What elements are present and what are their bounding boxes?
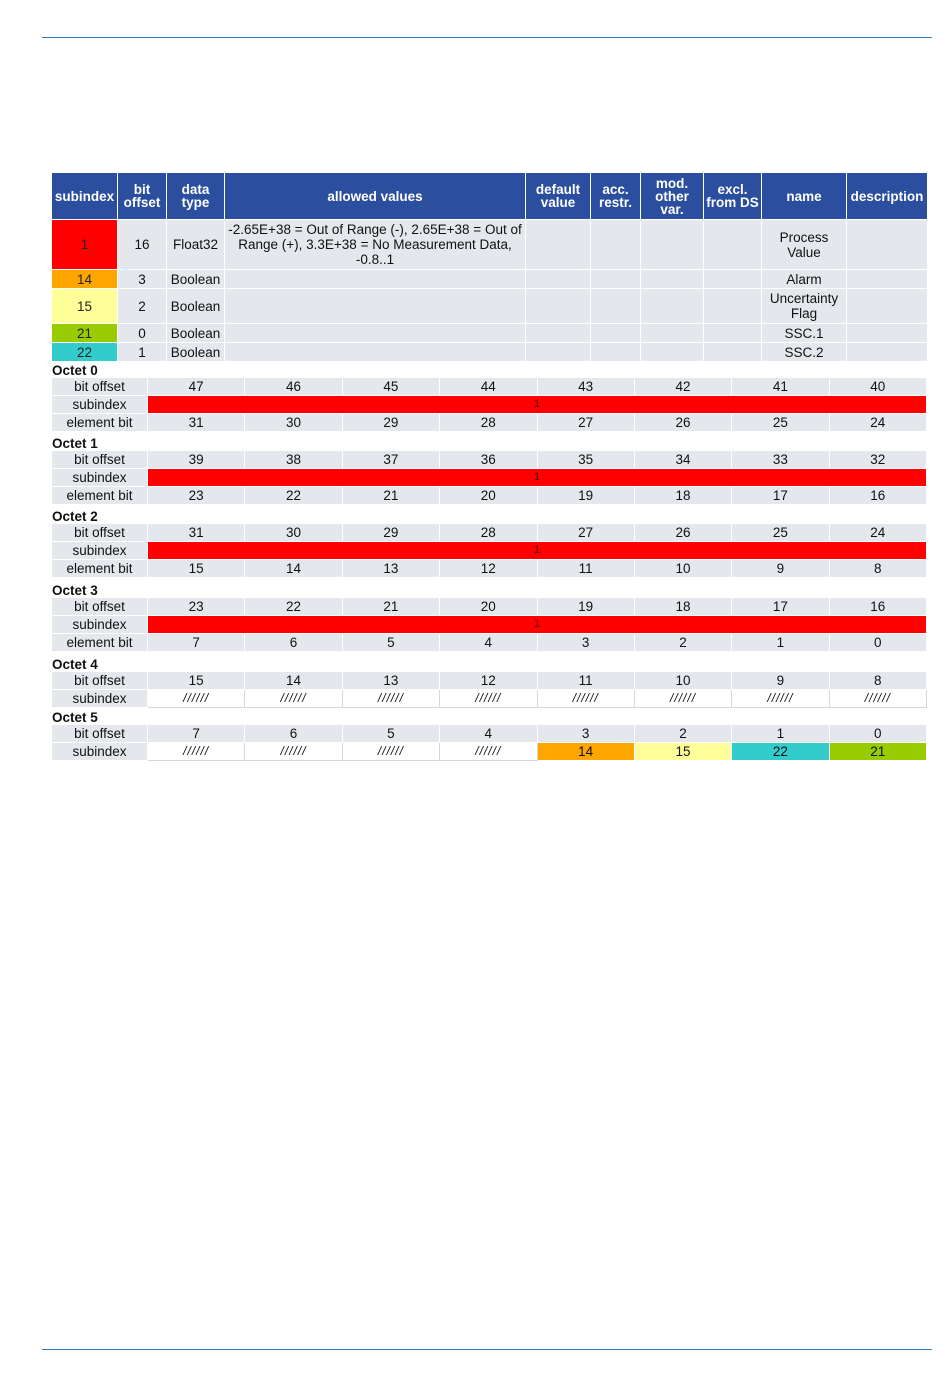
element-bit-cell: 5 — [342, 634, 439, 652]
subindex-cell: 15 — [634, 743, 731, 761]
cell-mod-other — [641, 343, 704, 362]
cell-data-type: Boolean — [167, 343, 225, 362]
row-label: bit offset — [52, 725, 148, 743]
table-row — [52, 343, 928, 362]
cell-excl-ds — [704, 324, 762, 343]
bit-offset-cell: 40 — [829, 378, 926, 396]
cell-subindex: 22 — [52, 343, 118, 362]
octet-title: Octet 2 — [52, 509, 98, 524]
subindex-cell: ////// — [148, 690, 245, 708]
bit-offset-cell: 44 — [440, 378, 537, 396]
subindex-cell: ////// — [829, 690, 926, 708]
header-cell: bit offset — [118, 173, 167, 220]
cell-data-type: Boolean — [167, 289, 225, 324]
bit-offset-cell: 13 — [342, 672, 439, 690]
cell-default-value — [526, 220, 591, 270]
subindex-row — [52, 743, 927, 761]
bit-offset-cell: 24 — [829, 524, 926, 542]
bit-offset-cell: 17 — [732, 598, 829, 616]
cell-acc-restr — [591, 270, 641, 289]
bit-offset-cell: 23 — [148, 598, 245, 616]
element-bit-cell: 25 — [732, 414, 829, 432]
cell-allowed-values — [225, 324, 526, 343]
octet-block — [51, 584, 927, 652]
cell-acc-restr — [591, 220, 641, 270]
row-label: subindex — [52, 542, 148, 560]
subindex-cell: ////// — [245, 690, 342, 708]
subindex-cell: ////// — [537, 690, 634, 708]
cell-excl-ds — [704, 289, 762, 324]
element-bit-cell: 12 — [440, 560, 537, 578]
bit-offset-row — [52, 672, 927, 690]
subindex-cell: 14 — [537, 743, 634, 761]
cell-allowed-values: -2.65E+38 = Out of Range (-), 2.65E+38 = Out of Range (+), 3.3E+38 = No Measurement Data, -0.8..1 — [225, 220, 526, 270]
bit-offset-cell: 42 — [634, 378, 731, 396]
octet-table — [51, 724, 927, 761]
bit-offset-cell: 0 — [829, 725, 926, 743]
row-label: subindex — [52, 616, 148, 634]
cell-mod-other — [641, 289, 704, 324]
element-bit-cell: 23 — [148, 487, 245, 505]
bit-offset-cell: 22 — [245, 598, 342, 616]
octet-table — [51, 377, 927, 432]
subindex-row — [52, 616, 927, 634]
bit-offset-cell: 3 — [537, 725, 634, 743]
cell-excl-ds — [704, 220, 762, 270]
element-bit-cell: 20 — [440, 487, 537, 505]
subindex-span-cell: 1 — [148, 542, 927, 560]
octet-table — [51, 671, 927, 708]
element-bit-row — [52, 560, 927, 578]
element-bit-cell: 9 — [732, 560, 829, 578]
bit-offset-cell: 15 — [148, 672, 245, 690]
subindex-row — [52, 396, 927, 414]
subindex-span-cell: 1 — [148, 469, 927, 487]
table-row — [52, 289, 928, 324]
element-bit-cell: 8 — [829, 560, 926, 578]
row-label: element bit — [52, 634, 148, 652]
element-bit-cell: 19 — [537, 487, 634, 505]
cell-subindex: 15 — [52, 289, 118, 324]
element-bit-cell: 17 — [732, 487, 829, 505]
cell-default-value — [526, 343, 591, 362]
bit-offset-cell: 33 — [732, 451, 829, 469]
subindex-cell: ////// — [732, 690, 829, 708]
bit-offset-cell: 29 — [342, 524, 439, 542]
element-bit-cell: 1 — [732, 634, 829, 652]
bit-offset-cell: 9 — [732, 672, 829, 690]
bit-offset-cell: 19 — [537, 598, 634, 616]
subindex-cell: 21 — [829, 743, 926, 761]
row-label: subindex — [52, 469, 148, 487]
bit-offset-cell: 10 — [634, 672, 731, 690]
element-bit-cell: 26 — [634, 414, 731, 432]
element-bit-row — [52, 414, 927, 432]
subindex-row — [52, 542, 927, 560]
bit-offset-cell: 14 — [245, 672, 342, 690]
cell-data-type: Boolean — [167, 324, 225, 343]
bit-offset-cell: 30 — [245, 524, 342, 542]
element-bit-cell: 13 — [342, 560, 439, 578]
element-bit-cell: 27 — [537, 414, 634, 432]
octet-table — [51, 597, 927, 652]
octet-title: Octet 3 — [52, 583, 98, 598]
row-label: element bit — [52, 414, 148, 432]
element-bit-cell: 24 — [829, 414, 926, 432]
bit-offset-cell: 4 — [440, 725, 537, 743]
element-bit-cell: 0 — [829, 634, 926, 652]
bit-offset-cell: 5 — [342, 725, 439, 743]
element-bit-cell: 28 — [440, 414, 537, 432]
octet-block — [51, 364, 927, 432]
parameter-table — [51, 172, 928, 362]
element-bit-cell: 29 — [342, 414, 439, 432]
element-bit-cell: 10 — [634, 560, 731, 578]
cell-description — [847, 270, 928, 289]
octet-block — [51, 510, 927, 578]
element-bit-cell: 2 — [634, 634, 731, 652]
cell-name: SSC.2 — [762, 343, 847, 362]
header-cell: default value — [526, 173, 591, 220]
bit-offset-cell: 28 — [440, 524, 537, 542]
cell-acc-restr — [591, 343, 641, 362]
bit-offset-cell: 45 — [342, 378, 439, 396]
row-label: bit offset — [52, 524, 148, 542]
subindex-cell: ////// — [634, 690, 731, 708]
bit-offset-cell: 8 — [829, 672, 926, 690]
bit-offset-cell: 6 — [245, 725, 342, 743]
cell-allowed-values — [225, 343, 526, 362]
header-cell: name — [762, 173, 847, 220]
header-cell: allowed values — [225, 173, 526, 220]
subindex-span-cell: 1 — [148, 396, 927, 414]
element-bit-cell: 16 — [829, 487, 926, 505]
cell-subindex: 1 — [52, 220, 118, 270]
bit-offset-cell: 16 — [829, 598, 926, 616]
cell-description — [847, 289, 928, 324]
bit-offset-cell: 26 — [634, 524, 731, 542]
bit-offset-cell: 47 — [148, 378, 245, 396]
cell-name: Uncertainty Flag — [762, 289, 847, 324]
row-label: bit offset — [52, 598, 148, 616]
bit-offset-cell: 43 — [537, 378, 634, 396]
element-bit-cell: 22 — [245, 487, 342, 505]
row-label: subindex — [52, 690, 148, 708]
bit-offset-cell: 11 — [537, 672, 634, 690]
element-bit-cell: 11 — [537, 560, 634, 578]
bit-offset-cell: 7 — [148, 725, 245, 743]
cell-description — [847, 343, 928, 362]
octet-block — [51, 437, 927, 505]
subindex-span-cell: 1 — [148, 616, 927, 634]
bit-offset-cell: 25 — [732, 524, 829, 542]
header-cell: mod. other var. — [641, 173, 704, 220]
element-bit-row — [52, 634, 927, 652]
bit-offset-cell: 34 — [634, 451, 731, 469]
bit-offset-cell: 38 — [245, 451, 342, 469]
cell-description — [847, 324, 928, 343]
cell-mod-other — [641, 270, 704, 289]
cell-allowed-values — [225, 289, 526, 324]
row-label: bit offset — [52, 451, 148, 469]
cell-default-value — [526, 289, 591, 324]
subindex-row — [52, 469, 927, 487]
element-bit-row — [52, 487, 927, 505]
header-cell: subindex — [52, 173, 118, 220]
subindex-cell: ////// — [342, 690, 439, 708]
row-label: element bit — [52, 487, 148, 505]
table-header-row — [52, 173, 928, 220]
subindex-cell: ////// — [440, 690, 537, 708]
octet-block — [51, 711, 927, 761]
header-cell: description — [847, 173, 928, 220]
octet-title: Octet 4 — [52, 657, 98, 672]
table-row — [52, 324, 928, 343]
bit-offset-cell: 41 — [732, 378, 829, 396]
element-bit-cell: 21 — [342, 487, 439, 505]
cell-bit-offset: 2 — [118, 289, 167, 324]
bit-offset-cell: 39 — [148, 451, 245, 469]
octet-table — [51, 450, 927, 505]
cell-allowed-values — [225, 270, 526, 289]
octet-title: Octet 1 — [52, 436, 98, 451]
subindex-row — [52, 690, 927, 708]
element-bit-cell: 3 — [537, 634, 634, 652]
bit-offset-row — [52, 524, 927, 542]
cell-bit-offset: 0 — [118, 324, 167, 343]
cell-name: SSC.1 — [762, 324, 847, 343]
element-bit-cell: 7 — [148, 634, 245, 652]
row-label: subindex — [52, 396, 148, 414]
bit-offset-row — [52, 378, 927, 396]
bit-offset-cell: 2 — [634, 725, 731, 743]
bit-offset-cell: 37 — [342, 451, 439, 469]
octet-table — [51, 523, 927, 578]
cell-excl-ds — [704, 343, 762, 362]
cell-bit-offset: 16 — [118, 220, 167, 270]
bit-offset-cell: 21 — [342, 598, 439, 616]
cell-acc-restr — [591, 324, 641, 343]
bit-offset-cell: 18 — [634, 598, 731, 616]
element-bit-cell: 31 — [148, 414, 245, 432]
cell-name: Alarm — [762, 270, 847, 289]
bit-offset-cell: 1 — [732, 725, 829, 743]
bit-offset-cell: 31 — [148, 524, 245, 542]
table-row — [52, 270, 928, 289]
bit-offset-cell: 36 — [440, 451, 537, 469]
cell-bit-offset: 3 — [118, 270, 167, 289]
cell-description — [847, 220, 928, 270]
octet-title: Octet 0 — [52, 363, 98, 378]
header-rule — [42, 37, 932, 38]
cell-mod-other — [641, 220, 704, 270]
bit-offset-cell: 32 — [829, 451, 926, 469]
bit-offset-cell: 20 — [440, 598, 537, 616]
header-cell: excl. from DS — [704, 173, 762, 220]
bit-offset-cell: 35 — [537, 451, 634, 469]
cell-subindex: 14 — [52, 270, 118, 289]
cell-excl-ds — [704, 270, 762, 289]
table-row — [52, 220, 928, 270]
cell-subindex: 21 — [52, 324, 118, 343]
bit-offset-row — [52, 451, 927, 469]
cell-data-type: Float32 — [167, 220, 225, 270]
element-bit-cell: 6 — [245, 634, 342, 652]
subindex-cell: ////// — [342, 743, 439, 761]
element-bit-cell: 14 — [245, 560, 342, 578]
cell-default-value — [526, 324, 591, 343]
footer-rule — [42, 1349, 932, 1350]
header-cell: data type — [167, 173, 225, 220]
subindex-cell: ////// — [245, 743, 342, 761]
cell-name: Process Value — [762, 220, 847, 270]
cell-data-type: Boolean — [167, 270, 225, 289]
cell-bit-offset: 1 — [118, 343, 167, 362]
row-label: bit offset — [52, 378, 148, 396]
bit-offset-cell: 46 — [245, 378, 342, 396]
row-label: element bit — [52, 560, 148, 578]
element-bit-cell: 18 — [634, 487, 731, 505]
element-bit-cell: 4 — [440, 634, 537, 652]
subindex-cell: ////// — [440, 743, 537, 761]
bit-offset-row — [52, 725, 927, 743]
cell-mod-other — [641, 324, 704, 343]
cell-default-value — [526, 270, 591, 289]
element-bit-cell: 15 — [148, 560, 245, 578]
row-label: bit offset — [52, 672, 148, 690]
bit-offset-cell: 12 — [440, 672, 537, 690]
cell-acc-restr — [591, 289, 641, 324]
element-bit-cell: 30 — [245, 414, 342, 432]
row-label: subindex — [52, 743, 148, 761]
header-cell: acc. restr. — [591, 173, 641, 220]
octet-block — [51, 658, 927, 708]
subindex-cell: ////// — [148, 743, 245, 761]
bit-offset-cell: 27 — [537, 524, 634, 542]
octet-title: Octet 5 — [52, 710, 98, 725]
bit-offset-row — [52, 598, 927, 616]
subindex-cell: 22 — [732, 743, 829, 761]
